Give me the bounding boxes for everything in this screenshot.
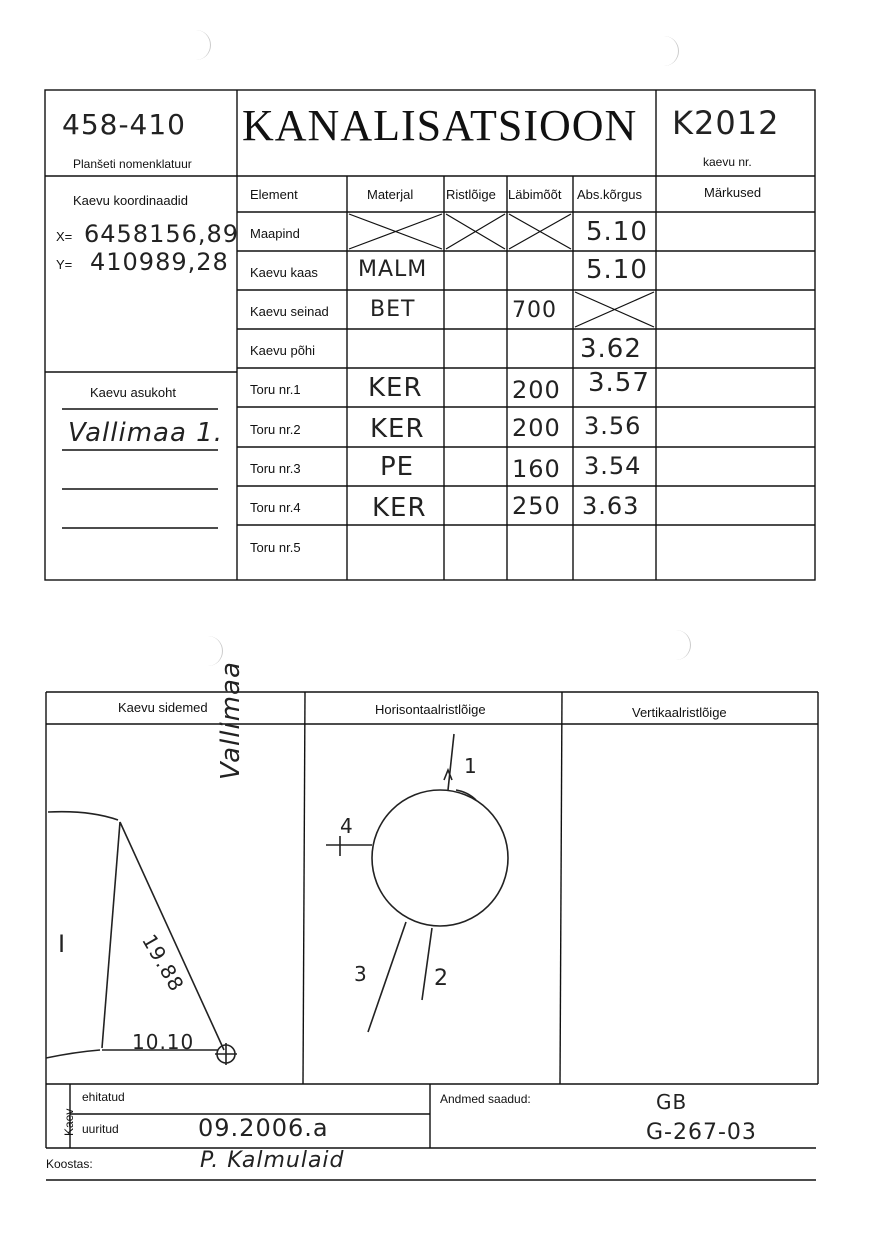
y-coordinate: 410989,28	[90, 248, 229, 276]
col-header-material: Materjal	[367, 187, 414, 202]
sheet-number: 458-410	[62, 108, 186, 141]
row-element: Kaevu seinad	[250, 304, 329, 319]
kaev-label: Kaev	[62, 1108, 76, 1136]
ties-header: Kaevu sidemed	[118, 700, 208, 715]
pipe-label-2: 2	[434, 966, 449, 991]
row-elevation: 3.62	[580, 334, 642, 364]
compiled-label: Koostas:	[46, 1157, 93, 1171]
row-material: KER	[368, 373, 423, 403]
roman-numeral-one: I	[58, 930, 67, 958]
col-header-elevation: Abs.kõrgus	[577, 187, 643, 202]
row-material: KER	[372, 493, 427, 523]
col-header-element: Element	[250, 187, 298, 202]
row-element: Kaevu kaas	[250, 265, 318, 280]
row-element: Maapind	[250, 226, 300, 241]
col-header-diameter: Läbimõõt	[508, 187, 562, 202]
sheet-number-label: Planšeti nomenklatuur	[73, 157, 192, 171]
col-header-section: Ristlõige	[446, 187, 496, 202]
pipe-label-3: 3	[354, 962, 368, 986]
col-header-notes: Märkused	[704, 185, 762, 200]
compiled-by: P. Kalmulaid	[200, 1148, 345, 1173]
row-element: Toru nr.2	[250, 422, 301, 437]
row-diameter: 200	[512, 414, 561, 442]
row-element: Kaevu põhi	[250, 343, 316, 358]
street-name: Vallimaa	[216, 661, 246, 780]
row-material: BET	[370, 297, 416, 322]
row-elevation: 3.56	[584, 412, 642, 440]
x-label: X=	[56, 229, 73, 244]
data-received-line2: G-267-03	[646, 1120, 757, 1145]
vertical-section-header: Vertikaalristlõige	[632, 705, 727, 720]
row-elevation: 3.57	[588, 368, 650, 398]
row-diameter: 160	[512, 455, 561, 483]
row-diameter: 200	[512, 376, 561, 404]
horizontal-section-header: Horisontaalristlõige	[375, 702, 486, 717]
diagonal-distance: 19.88	[137, 930, 190, 996]
well-number: K2012	[672, 104, 780, 142]
coordinates-label: Kaevu koordinaadid	[73, 193, 188, 208]
row-diameter: 700	[512, 298, 557, 323]
row-elevation: 5.10	[586, 255, 648, 285]
document-title: KANALISATSIOON	[242, 101, 638, 150]
x-coordinate: 6458156,89	[84, 220, 240, 248]
built-label: ehitatud	[82, 1090, 125, 1104]
row-element: Toru nr.1	[250, 382, 301, 397]
surveyed-label: uuritud	[82, 1122, 119, 1136]
pipe-label-1: 1	[464, 754, 478, 778]
row-element: Toru nr.3	[250, 461, 301, 476]
row-material: PE	[380, 452, 415, 482]
well-number-label: kaevu nr.	[703, 155, 752, 169]
data-received-label: Andmed saadud:	[440, 1092, 531, 1106]
surveyed-date: 09.2006.a	[198, 1114, 329, 1142]
y-label: Y=	[56, 257, 73, 272]
row-diameter: 250	[512, 492, 561, 520]
horizontal-section-sketch	[326, 734, 508, 1032]
row-material: KER	[370, 414, 425, 444]
location-label: Kaevu asukoht	[90, 385, 177, 400]
row-elevation: 3.63	[582, 492, 640, 520]
row-elevation: 3.54	[584, 452, 642, 480]
pipe-label-4: 4	[340, 814, 354, 838]
bottom-distance: 10.10	[132, 1030, 195, 1054]
row-elevation: 5.10	[586, 217, 648, 247]
row-element: Toru nr.5	[250, 540, 301, 555]
data-received-line1: GB	[656, 1090, 688, 1114]
row-element: Toru nr.4	[250, 500, 301, 515]
location-value: Vallimaa 1.	[68, 418, 223, 448]
row-material: MALM	[358, 257, 428, 282]
